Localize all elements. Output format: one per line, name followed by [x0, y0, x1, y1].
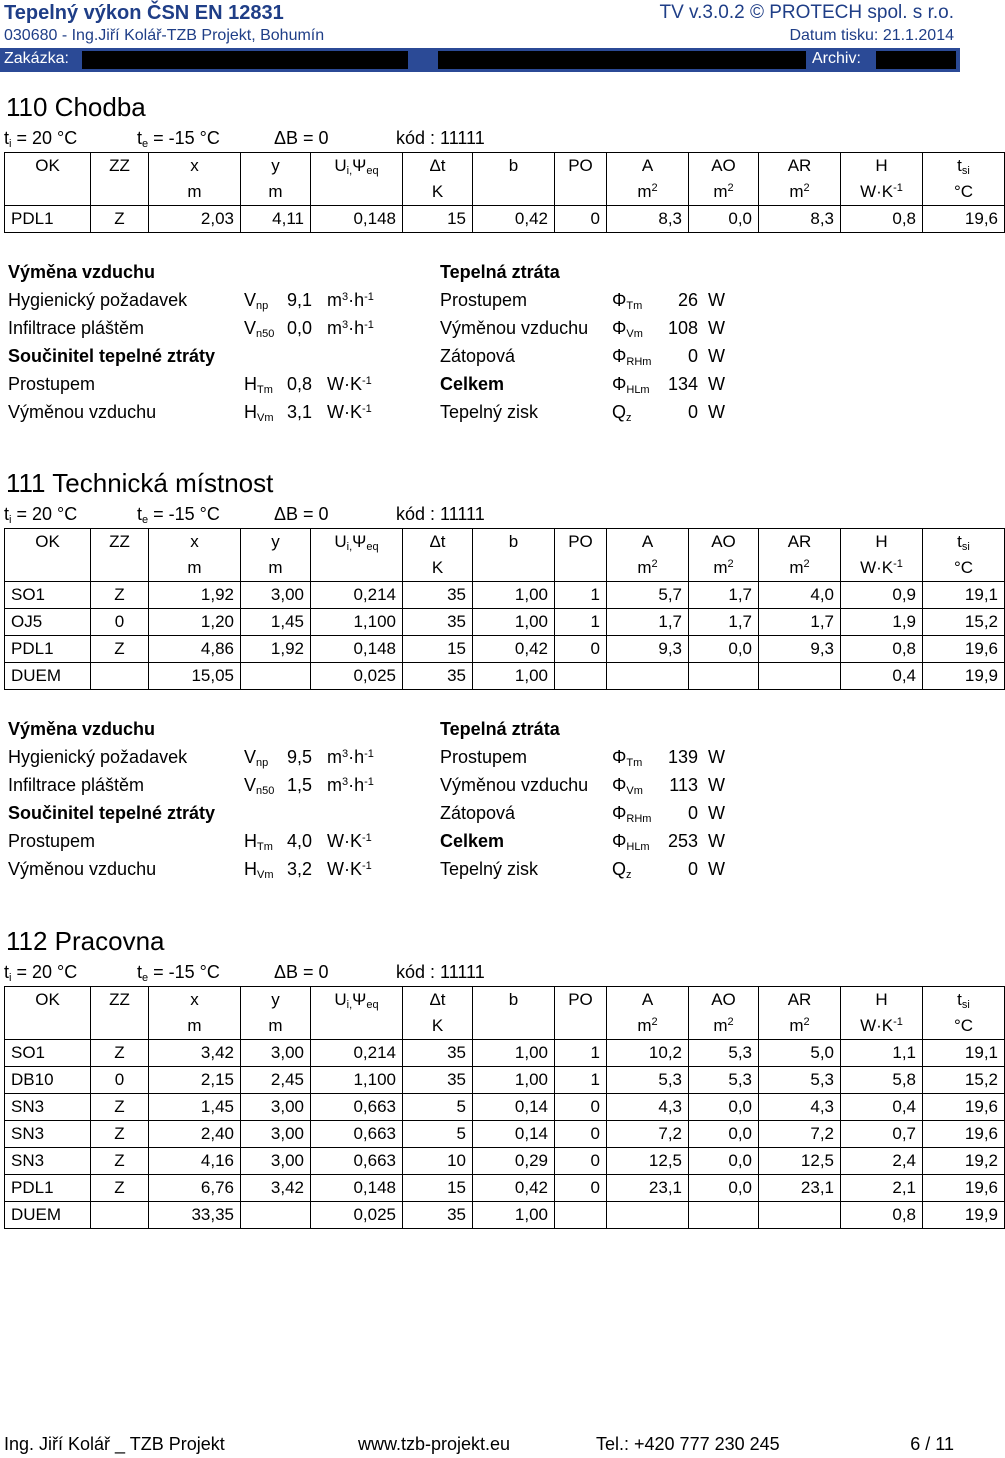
table-cell: 5,8	[841, 1067, 923, 1094]
table-cell: 7,2	[607, 1121, 689, 1148]
loss-section-label: Tepelná ztráta	[440, 262, 560, 282]
table-cell: 1,00	[473, 1202, 555, 1229]
table-cell: 19,6	[923, 1175, 1005, 1202]
table-cell: 3,42	[241, 1175, 311, 1202]
table-cell	[91, 1202, 149, 1229]
table-cell: 3,00	[241, 1121, 311, 1148]
table-cell: 1	[555, 1067, 607, 1094]
table-cell: 35	[403, 663, 473, 690]
print-date: Datum tisku: 21.1.2014	[789, 27, 954, 44]
loss-vym-label: Výměnou vzduchu	[440, 318, 589, 338]
loss-section-label: Tepelná ztráta	[440, 719, 560, 739]
prost-label: Prostupem	[8, 374, 96, 394]
table-cell: 0,148	[311, 636, 403, 663]
zisk-label: Tepelný zisk	[440, 402, 539, 422]
table-cell: 0,9	[841, 582, 923, 609]
table-row	[5, 609, 1005, 636]
footer-phone: Tel.: +420 777 230 245	[596, 1434, 780, 1454]
vym-label: Výměnou vzduchu	[8, 402, 157, 422]
table-cell: SN3	[5, 1121, 91, 1148]
constructions-table	[4, 986, 1005, 1229]
table-cell: 1,100	[311, 609, 403, 636]
table-cell: 23,1	[607, 1175, 689, 1202]
table-cell: 35	[403, 1040, 473, 1067]
table-cell: 0,7	[841, 1121, 923, 1148]
table-header: OK ZZ x y $U_{i,}\Psi_{eq}$ Δt b PO A AO AR H $t_{si}$	[5, 987, 1005, 1014]
qz-value: 0	[687, 859, 698, 879]
table-cell: 4,11	[241, 206, 311, 233]
table-cell	[689, 1202, 759, 1229]
vent-section-label: Výměna vzduchu	[8, 719, 156, 739]
table-cell: 0	[555, 206, 607, 233]
table-cell: 4,3	[759, 1094, 841, 1121]
table-cell: 1,92	[241, 636, 311, 663]
table-cell: 1	[555, 1040, 607, 1067]
table-cell: 1,45	[241, 609, 311, 636]
table-cell: 4,86	[149, 636, 241, 663]
room-title: 112 Pracovna	[6, 926, 165, 956]
footer-web: www.tzb-projekt.eu	[358, 1434, 511, 1454]
te-value: -15	[168, 128, 195, 148]
phihlm-value: 134	[667, 374, 698, 394]
table-cell: 0,0	[689, 1175, 759, 1202]
table-cell: 2,45	[241, 1067, 311, 1094]
table-cell: Z	[91, 636, 149, 663]
table-cell: 0,148	[311, 206, 403, 233]
table-cell: SO1	[5, 582, 91, 609]
table-cell: SN3	[5, 1094, 91, 1121]
table-cell: 15,05	[149, 663, 241, 690]
table-cell	[241, 1202, 311, 1229]
hvm-value: 3,1	[287, 402, 313, 422]
room-title: 111 Technická místnost	[6, 468, 274, 498]
table-cell: 35	[403, 582, 473, 609]
table-cell	[759, 1202, 841, 1229]
htm-value: 4,0	[287, 831, 313, 851]
table-cell: 0,8	[841, 1202, 923, 1229]
table-cell: 19,6	[923, 206, 1005, 233]
table-cell: 5,3	[689, 1067, 759, 1094]
table-cell: 1,00	[473, 609, 555, 636]
db-value: 0	[318, 962, 329, 982]
table-cell: 2,40	[149, 1121, 241, 1148]
archive-label: Archiv:	[812, 50, 861, 67]
phirhm-value: 0	[687, 803, 698, 823]
table-cell: DB10	[5, 1067, 91, 1094]
table-cell: PDL1	[5, 206, 91, 233]
table-cell: 7,2	[759, 1121, 841, 1148]
table-cell: 10,2	[607, 1040, 689, 1067]
archive-redacted	[876, 51, 956, 69]
table-units: m m K $m^2$ $m^2$ $m^2$ $W\cdot K^{-1}$ °C	[5, 555, 1005, 582]
table-row	[5, 1094, 1005, 1121]
table-cell: Z	[91, 1040, 149, 1067]
table-cell: 2,15	[149, 1067, 241, 1094]
table-cell: 0,214	[311, 582, 403, 609]
table-cell	[555, 1202, 607, 1229]
te-value: -15	[168, 962, 195, 982]
table-row	[5, 663, 1005, 690]
kod-value: kód : 11111	[396, 962, 485, 982]
table-row	[5, 1175, 1005, 1202]
table-cell	[759, 663, 841, 690]
table-cell: 10	[403, 1148, 473, 1175]
te-value: -15	[168, 504, 195, 524]
table-cell: 19,1	[923, 582, 1005, 609]
table-row	[5, 1148, 1005, 1175]
table-cell: 1,00	[473, 1067, 555, 1094]
vent-section-label: Výměna vzduchu	[8, 262, 156, 282]
table-cell: 1,00	[473, 663, 555, 690]
table-cell: 35	[403, 1067, 473, 1094]
table-cell: 12,5	[759, 1148, 841, 1175]
table-cell: 15	[403, 1175, 473, 1202]
loss-prost-label: Prostupem	[440, 747, 528, 767]
table-cell: 5,3	[759, 1067, 841, 1094]
vn50-value: 0,0	[287, 318, 313, 338]
table-cell: 0	[555, 636, 607, 663]
table-cell: 1	[555, 582, 607, 609]
table-cell: 0,148	[311, 1175, 403, 1202]
table-cell: 1,92	[149, 582, 241, 609]
table-cell: 6,76	[149, 1175, 241, 1202]
kod-value: kód : 11111	[396, 504, 485, 524]
table-cell: 0,0	[689, 1148, 759, 1175]
table-cell: Z	[91, 1094, 149, 1121]
table-cell: 8,3	[759, 206, 841, 233]
table-cell: 0,214	[311, 1040, 403, 1067]
table-cell: 0,663	[311, 1094, 403, 1121]
vnp-value: 9,1	[287, 290, 313, 310]
table-row	[5, 582, 1005, 609]
celkem-label: Celkem	[440, 831, 505, 851]
table-cell: 15	[403, 206, 473, 233]
table-cell: 0,14	[473, 1094, 555, 1121]
table-cell: 0	[555, 1175, 607, 1202]
hyg-label: Hygienický požadavek	[8, 290, 188, 310]
table-cell: 0	[555, 1094, 607, 1121]
table-cell: 0	[555, 1121, 607, 1148]
page-footer	[0, 1434, 960, 1458]
table-cell: 0,025	[311, 1202, 403, 1229]
table-cell: Z	[91, 582, 149, 609]
coef-label: Součinitel tepelné ztráty	[8, 346, 216, 366]
inf-label: Infiltrace pláštěm	[8, 775, 145, 795]
table-cell: 5,3	[607, 1067, 689, 1094]
vn50-value: 1,5	[287, 775, 313, 795]
phihlm-value: 253	[667, 831, 698, 851]
table-cell: 0,14	[473, 1121, 555, 1148]
vnp-value: 9,5	[287, 747, 313, 767]
table-cell: 9,3	[759, 636, 841, 663]
zisk-label: Tepelný zisk	[440, 859, 539, 879]
table-cell	[607, 1202, 689, 1229]
header-row-1	[0, 2, 960, 24]
table-cell: 0,29	[473, 1148, 555, 1175]
table-cell	[555, 663, 607, 690]
report-title: Tepelný výkon ČSN EN 12831	[4, 2, 284, 24]
footer-author: Ing. Jiří Kolář _ TZB Projekt	[4, 1434, 225, 1454]
table-cell: 3,00	[241, 1094, 311, 1121]
table-cell: DUEM	[5, 663, 91, 690]
ti-value: 20	[31, 128, 53, 148]
table-cell: 19,6	[923, 636, 1005, 663]
room-title: 110 Chodba	[6, 92, 146, 122]
table-cell: 3,42	[149, 1040, 241, 1067]
table-cell: 8,3	[607, 206, 689, 233]
table-cell: 0,0	[689, 1094, 759, 1121]
table-cell: 19,2	[923, 1148, 1005, 1175]
table-cell: 0,663	[311, 1121, 403, 1148]
db-value: 0	[318, 128, 329, 148]
table-cell: 0,0	[689, 1121, 759, 1148]
db-value: 0	[318, 504, 329, 524]
table-cell: PDL1	[5, 1175, 91, 1202]
inf-label: Infiltrace pláštěm	[8, 318, 145, 338]
project-name: 030680 - Ing.Jiří Kolář-TZB Projekt, Bohumín	[4, 27, 325, 44]
table-cell: 5,3	[689, 1040, 759, 1067]
table-header: OK ZZ x y $U_{i,}\Psi_{eq}$ Δt b PO A AO AR H $t_{si}$	[5, 153, 1005, 180]
table-cell: 5,0	[759, 1040, 841, 1067]
phitm-value: 139	[667, 747, 698, 767]
table-cell: OJ5	[5, 609, 91, 636]
table-cell: 0	[555, 1148, 607, 1175]
table-cell: 2,1	[841, 1175, 923, 1202]
report-header	[0, 0, 960, 74]
table-cell: Z	[91, 206, 149, 233]
htm-value: 0,8	[287, 374, 313, 394]
table-cell: 2,03	[149, 206, 241, 233]
phivm-value: 108	[667, 318, 698, 338]
table-cell: 1,00	[473, 1040, 555, 1067]
table-cell: 0	[91, 609, 149, 636]
table-cell	[241, 663, 311, 690]
table-cell: 15,2	[923, 609, 1005, 636]
table-cell	[689, 663, 759, 690]
table-cell: 23,1	[759, 1175, 841, 1202]
table-cell: 35	[403, 1202, 473, 1229]
vym-label: Výměnou vzduchu	[8, 859, 157, 879]
table-cell: Z	[91, 1175, 149, 1202]
table-cell: 0,42	[473, 206, 555, 233]
phivm-value: 113	[669, 775, 698, 795]
ti-value: 20	[31, 504, 53, 524]
table-cell: 0,4	[841, 663, 923, 690]
table-units: m m K $m^2$ $m^2$ $m^2$ $W\cdot K^{-1}$ °C	[5, 1013, 1005, 1040]
table-row	[5, 636, 1005, 663]
table-cell: 0,8	[841, 636, 923, 663]
order-band	[0, 48, 960, 72]
table-cell: 1,7	[607, 609, 689, 636]
table-cell: 5	[403, 1121, 473, 1148]
table-cell: 5	[403, 1094, 473, 1121]
table-cell	[607, 663, 689, 690]
header-row-2	[0, 27, 960, 49]
table-cell: 1,7	[759, 609, 841, 636]
constructions-table	[4, 152, 1005, 233]
table-cell: 0,025	[311, 663, 403, 690]
order-redacted	[82, 51, 408, 69]
middle-redacted	[438, 51, 806, 69]
table-header: OK ZZ x y $U_{i,}\Psi_{eq}$ Δt b PO A AO AR H $t_{si}$	[5, 529, 1005, 556]
coef-label: Součinitel tepelné ztráty	[8, 803, 216, 823]
table-row	[5, 1040, 1005, 1067]
qz-value: 0	[687, 402, 698, 422]
table-cell: 0,0	[689, 636, 759, 663]
table-cell: 1,7	[689, 609, 759, 636]
table-cell: 19,6	[923, 1094, 1005, 1121]
phitm-value: 26	[677, 290, 698, 310]
table-cell: 1,00	[473, 582, 555, 609]
software-version: TV v.3.0.2 © PROTECH spol. s r.o.	[659, 2, 954, 23]
table-cell: DUEM	[5, 1202, 91, 1229]
table-row	[5, 206, 1005, 233]
table-cell: 1	[555, 609, 607, 636]
table-cell: 0,8	[841, 206, 923, 233]
table-cell: 15,2	[923, 1067, 1005, 1094]
kod-value: kód : 11111	[396, 128, 485, 148]
table-cell: 1,7	[689, 582, 759, 609]
celkem-label: Celkem	[440, 374, 505, 394]
table-cell: 0,0	[689, 206, 759, 233]
table-cell: 1,20	[149, 609, 241, 636]
table-cell: 0,42	[473, 636, 555, 663]
table-cell: 0,42	[473, 1175, 555, 1202]
order-label: Zakázka:	[4, 50, 69, 67]
table-cell: 35	[403, 609, 473, 636]
table-cell: 1,1	[841, 1040, 923, 1067]
table-row	[5, 1067, 1005, 1094]
table-cell: 15	[403, 636, 473, 663]
phirhm-value: 0	[687, 346, 698, 366]
table-cell: 19,9	[923, 1202, 1005, 1229]
table-cell: 4,16	[149, 1148, 241, 1175]
table-cell: 3,00	[241, 582, 311, 609]
table-cell: 4,3	[607, 1094, 689, 1121]
zat-label: Zátopová	[440, 803, 516, 823]
table-cell: 0	[91, 1067, 149, 1094]
table-cell: 1,9	[841, 609, 923, 636]
constructions-table	[4, 528, 1005, 690]
table-cell: 19,9	[923, 663, 1005, 690]
table-cell	[91, 663, 149, 690]
table-cell: Z	[91, 1148, 149, 1175]
table-cell: 19,1	[923, 1040, 1005, 1067]
table-cell: 5,7	[607, 582, 689, 609]
loss-vym-label: Výměnou vzduchu	[440, 775, 589, 795]
table-row	[5, 1121, 1005, 1148]
table-row	[5, 1202, 1005, 1229]
hyg-label: Hygienický požadavek	[8, 747, 188, 767]
table-cell: 33,35	[149, 1202, 241, 1229]
table-cell: 1,100	[311, 1067, 403, 1094]
table-cell: 3,00	[241, 1148, 311, 1175]
table-cell: 9,3	[607, 636, 689, 663]
loss-prost-label: Prostupem	[440, 290, 528, 310]
table-units: m m K $m^2$ $m^2$ $m^2$ $W\cdot K^{-1}$ °C	[5, 179, 1005, 206]
table-cell: 2,4	[841, 1148, 923, 1175]
table-cell: 3,00	[241, 1040, 311, 1067]
prost-label: Prostupem	[8, 831, 96, 851]
ti-value: 20	[31, 962, 53, 982]
table-cell: SN3	[5, 1148, 91, 1175]
table-cell: 0,4	[841, 1094, 923, 1121]
footer-page: 6 / 11	[910, 1434, 954, 1454]
table-cell: 1,45	[149, 1094, 241, 1121]
table-cell: 0,663	[311, 1148, 403, 1175]
table-cell: 19,6	[923, 1121, 1005, 1148]
zat-label: Zátopová	[440, 346, 516, 366]
table-cell: 12,5	[607, 1148, 689, 1175]
table-cell: Z	[91, 1121, 149, 1148]
table-cell: 4,0	[759, 582, 841, 609]
hvm-value: 3,2	[287, 859, 313, 879]
table-cell: PDL1	[5, 636, 91, 663]
table-cell: SO1	[5, 1040, 91, 1067]
